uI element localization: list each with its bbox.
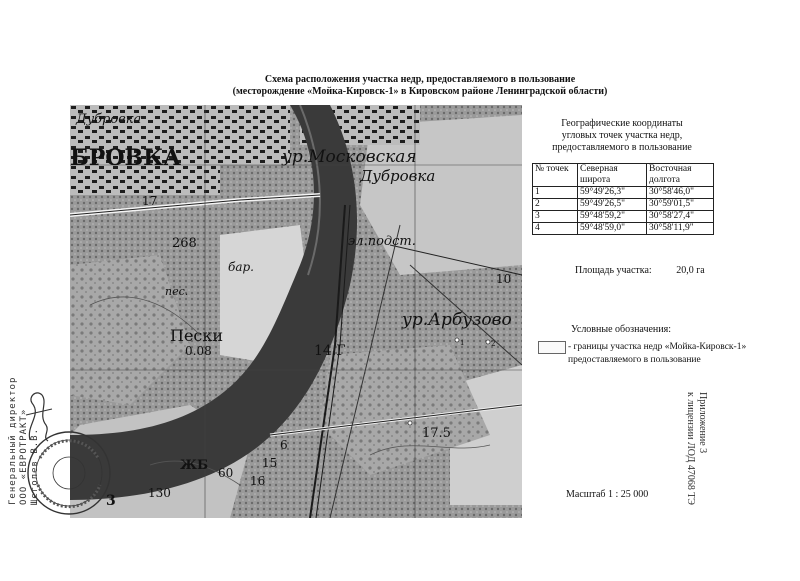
table-cell: 1 — [533, 187, 578, 199]
company-seal-stamp — [26, 430, 112, 516]
label-point-1: 1 — [460, 339, 465, 347]
document-title — [200, 74, 640, 98]
label-15: 15 — [262, 456, 278, 470]
table-cell: 30°58'27,4" — [647, 211, 714, 223]
coordinates-heading — [532, 118, 712, 154]
column-header: № точек — [533, 164, 578, 187]
table-cell: 3 — [533, 211, 578, 223]
table-cell: 30°58'11,9" — [647, 223, 714, 235]
label-peski: Пески — [170, 326, 224, 345]
label-zhb: ЖБ — [180, 458, 209, 473]
label-barr: бар. — [228, 260, 254, 274]
legend-boundary-swatch — [538, 341, 566, 354]
area-label: Площадь участка: — [575, 265, 652, 276]
signatory-name: Щеголев В.В. — [30, 427, 40, 505]
table-row — [533, 223, 714, 235]
label-6: 6 — [280, 438, 288, 452]
signatory-company: ООО «ЕВРОТРАКТ» — [19, 408, 29, 505]
table-cell: 2 — [533, 199, 578, 211]
table-cell: 30°58'46,0" — [647, 187, 714, 199]
topographic-map — [70, 105, 522, 518]
label-ed-podst: эл.подст. — [348, 234, 416, 249]
coordinates-heading-line-3: предоставляемого в пользование — [552, 142, 692, 153]
legend-item-line-1: - границы участка недр «Мойка-Кировск-1» — [568, 342, 747, 352]
title-line-1: Схема расположения участка недр, предоставляемого в пользование — [264, 74, 576, 85]
label-16: 16 — [250, 474, 266, 488]
annex-note — [684, 392, 708, 552]
table-row — [533, 199, 714, 211]
coordinates-heading-line-2: угловых точек участка недр, — [561, 130, 683, 141]
label-arbuzovo: ур.Арбузово — [402, 310, 512, 330]
table-cell: 59°48'59,0" — [578, 223, 647, 235]
legend-item-line-2: предоставляемого в пользование — [568, 355, 701, 365]
annex-line-2: к лицензии ЛОД 47068 ТЭ — [685, 392, 696, 506]
coordinates-heading-line-1: Географические координаты — [561, 118, 683, 129]
table-cell: 59°49'26,3" — [578, 187, 647, 199]
label-60: 60 — [218, 466, 234, 480]
table-cell: 4 — [533, 223, 578, 235]
label-3: 3 — [106, 493, 116, 509]
annex-line-1: Приложение 3 — [697, 392, 708, 454]
column-header: Восточная долгота — [647, 164, 714, 187]
boundary-point-1 — [455, 338, 459, 342]
table-cell: 59°49'26,5" — [578, 199, 647, 211]
label-10: 10 — [496, 272, 512, 286]
signatory-title: Генеральный директор — [8, 376, 18, 505]
table-header-row — [533, 164, 714, 187]
label-0-08: 0.08 — [185, 344, 212, 358]
boundary-point-3 — [408, 421, 412, 425]
label-14: 14.Г — [314, 343, 346, 359]
label-dubrovka-2: Дубровка — [360, 167, 436, 185]
table-row — [533, 187, 714, 199]
legend-item — [568, 341, 768, 367]
table-cell: 59°48'59,2" — [578, 211, 647, 223]
label-point-2: 2 — [491, 340, 496, 348]
area-line — [575, 265, 705, 276]
coordinates-table — [532, 163, 714, 235]
boundary-point-2 — [486, 340, 490, 344]
label-268: 268 — [172, 236, 197, 251]
title-line-2: (месторождение «Мойка-Кировск-1» в Кировском районе Ленинградской области) — [232, 86, 608, 97]
table-row — [533, 211, 714, 223]
label-17-5: 17.5 — [422, 426, 451, 441]
map-scale: Масштаб 1 : 25 000 — [566, 489, 649, 500]
label-130: 130 — [148, 486, 171, 500]
label-dubrovka-top: Дубровка — [76, 112, 142, 127]
legend-title: Условные обозначения: — [571, 324, 672, 335]
label-moskovskaya: ур.Московская — [282, 147, 417, 167]
label-17: 17 — [142, 194, 158, 208]
table-cell: 30°59'01,5" — [647, 199, 714, 211]
label-dubrovka: БРОВКА — [70, 145, 182, 171]
area-value: 20,0 га — [676, 265, 705, 276]
column-header: Северная широта — [578, 164, 647, 187]
label-peski-small: пес. — [165, 285, 189, 298]
